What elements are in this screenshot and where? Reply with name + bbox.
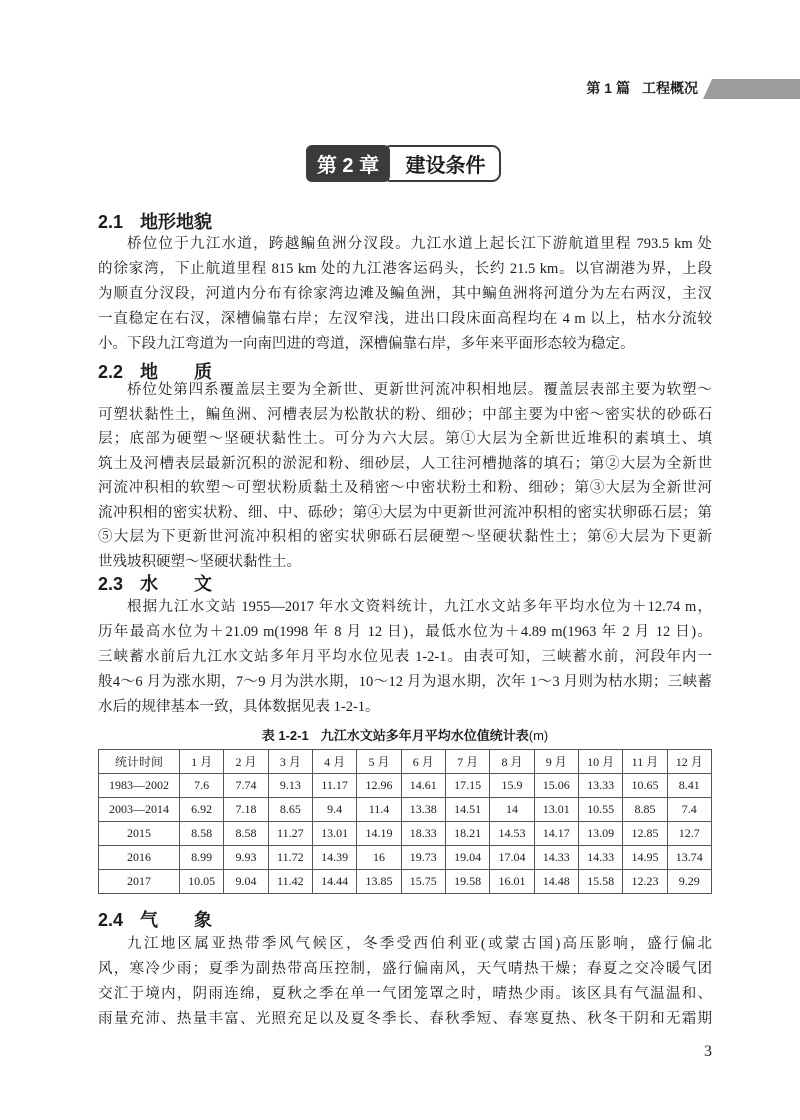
header-tab-bar [703, 79, 800, 99]
table-value-cell: 12.96 [357, 774, 401, 798]
section-body-2-2 [98, 378, 712, 574]
section-number: 2.3 [98, 574, 124, 594]
section-body-2-3 [98, 595, 712, 720]
text-line: 为顺直分汊段，河道内分布有徐家湾边滩及鳊鱼洲，其中鳊鱼洲将河道分为左右两汊，主汊 [98, 286, 712, 302]
table-header-cell: 4 月 [312, 750, 356, 774]
text-line: 层；底部为硬塑～坚硬状黏性土。可分为六大层。第①大层为全新世近堆积的素填土、填 [98, 431, 712, 447]
section-body-2-4 [98, 932, 712, 1032]
table-value-cell: 12.7 [667, 822, 711, 846]
section-number: 2.1 [98, 212, 124, 232]
table-value-cell: 17.04 [490, 846, 534, 870]
text-line: 河流冲积相的软塑～可塑状粉质黏土及稍密～中密状粉土和粉、细砂；第③大层为全新世河 [98, 480, 712, 496]
table-value-cell: 12.85 [623, 822, 667, 846]
table-value-cell: 13.38 [401, 798, 445, 822]
table-header-cell: 2 月 [224, 750, 268, 774]
chapter-heading [306, 145, 501, 182]
table-value-cell: 15.58 [578, 870, 622, 894]
table-value-cell: 14.53 [490, 822, 534, 846]
table-value-cell: 14.17 [534, 822, 578, 846]
text-line: 小。下段九江弯道为一向南凹进的弯道，深槽偏靠右岸，多年来平面形态较为稳定。 [98, 336, 635, 352]
table-value-cell: 10.05 [180, 870, 224, 894]
table-row [99, 798, 712, 822]
table-value-cell: 14.33 [534, 846, 578, 870]
table-header-cell: 8 月 [490, 750, 534, 774]
table-value-cell: 8.65 [268, 798, 312, 822]
table-value-cell: 19.58 [445, 870, 489, 894]
table-row [99, 774, 712, 798]
text-line: 水后的规律基本一致，具体数据见表 1-2-1。 [98, 699, 380, 715]
table-value-cell: 8.85 [623, 798, 667, 822]
table-header-cell: 1 月 [180, 750, 224, 774]
section-number: 2.2 [98, 362, 124, 382]
table-value-cell: 19.73 [401, 846, 445, 870]
table-unit: (m) [528, 728, 549, 743]
table-value-cell: 10.65 [623, 774, 667, 798]
table-value-cell: 11.27 [268, 822, 312, 846]
text-line: 可塑状黏性土，鳊鱼洲、河槽表层为松散状的粉、细砂；中部主要为中密～密实状的砂砾石 [98, 406, 712, 423]
table-header-cell: 10 月 [578, 750, 622, 774]
page-number: 3 [704, 1043, 712, 1060]
table-value-cell: 13.01 [312, 822, 356, 846]
section-heading-2-3 [98, 571, 212, 597]
table-value-cell: 6.92 [180, 798, 224, 822]
text-line: ⑤大层为下更新世河流冲积相的密实状卵砾石层硬塑～坚硬状黏性土；第⑥大层为下更新 [98, 529, 712, 545]
table-value-cell: 7.18 [224, 798, 268, 822]
table-number: 表 1-2-1 [261, 728, 309, 743]
table-value-cell: 7.74 [224, 774, 268, 798]
table-period-cell: 1983—2002 [99, 774, 180, 798]
table-value-cell: 14.39 [312, 846, 356, 870]
table-period-cell: 2015 [99, 822, 180, 846]
text-line: 风，寒冷少雨；夏季为副热带高压控制，盛行偏南风，天气晴热干燥；春夏之交冷暖气团 [98, 961, 712, 977]
table-value-cell: 14.51 [445, 798, 489, 822]
text-line: 桥位处第四系覆盖层主要为全新世、更新世河流冲积相地层。覆盖层表部主要为软塑～ [127, 382, 712, 398]
table-row [99, 846, 712, 870]
table-value-cell: 16 [357, 846, 401, 870]
table-header-row [99, 750, 712, 774]
table-value-cell: 19.04 [445, 846, 489, 870]
header-part-title: 工程概况 [642, 80, 698, 96]
table-value-cell: 13.09 [578, 822, 622, 846]
section-title: 水 文 [140, 574, 212, 594]
text-line: 雨量充沛、热量丰富、光照充足以及夏冬季长、春秋季短、春寒夏热、秋冬干阴和无霜期 [98, 1011, 712, 1027]
table-value-cell: 14.19 [357, 822, 401, 846]
table-value-cell: 8.99 [180, 846, 224, 870]
text-line: 桥位位于九江水道，跨越鳊鱼洲分汊段。九江水道上起长江下游航道里程 793.5 km 处 [127, 236, 712, 252]
table-value-cell: 11.72 [268, 846, 312, 870]
table-value-cell: 11.17 [312, 774, 356, 798]
table-header-cell: 7 月 [445, 750, 489, 774]
header-part: 第 1 篇 [586, 80, 630, 96]
section-title: 气 象 [140, 910, 212, 930]
table-value-cell: 8.58 [224, 822, 268, 846]
table-value-cell: 9.93 [224, 846, 268, 870]
table-value-cell: 13.33 [578, 774, 622, 798]
text-line: 交汇于境内，阴雨连绵，夏秋之季在单一气团笼罩之时，晴热少雨。该区具有气温温和、 [98, 986, 712, 1002]
table-value-cell: 14.33 [578, 846, 622, 870]
table-value-cell: 12.23 [623, 870, 667, 894]
table-value-cell: 18.21 [445, 822, 489, 846]
running-header [586, 78, 698, 98]
chapter-title: 建设条件 [382, 145, 501, 182]
table-value-cell: 15.75 [401, 870, 445, 894]
table-value-cell: 13.01 [534, 798, 578, 822]
table-row [99, 822, 712, 846]
table-period-cell: 2017 [99, 870, 180, 894]
section-body-2-1 [98, 232, 712, 357]
text-line: 世残坡积硬塑～坚硬状黏性土。 [98, 553, 301, 570]
table-value-cell: 14.95 [623, 846, 667, 870]
table-value-cell: 9.4 [312, 798, 356, 822]
section-number: 2.4 [98, 910, 124, 930]
table-header-cell: 3 月 [268, 750, 312, 774]
text-line: 筑土及河槽表层最新沉积的淤泥和粉、细砂层，人工往河槽抛落的填石；第②大层为全新世 [98, 455, 712, 472]
text-line: 的徐家湾，下止航道里程 815 km 处的九江港客运码头，长约 21.5 km。以官湖港为界，上段 [98, 261, 712, 277]
text-line: 历年最高水位为＋21.09 m(1998 年 8 月 12 日)，最低水位为＋4.89 m(1963 年 2 月 12 日)。 [98, 624, 712, 640]
table-value-cell: 11.42 [268, 870, 312, 894]
table-body [99, 750, 712, 894]
table-value-cell: 18.33 [401, 822, 445, 846]
table-value-cell: 13.85 [357, 870, 401, 894]
table-value-cell: 8.41 [667, 774, 711, 798]
section-title: 地形地貌 [140, 212, 212, 232]
table-value-cell: 15.9 [490, 774, 534, 798]
table-value-cell: 13.74 [667, 846, 711, 870]
table-header-cell: 统计时间 [99, 750, 180, 774]
table-value-cell: 9.29 [667, 870, 711, 894]
table-value-cell: 9.04 [224, 870, 268, 894]
table-caption [98, 727, 712, 745]
table-value-cell: 7.6 [180, 774, 224, 798]
text-line: 流冲积相的密实状粉、细、中、砾砂；第④大层为中更新世河流冲积相的密实状卵砾石层；第 [98, 504, 712, 521]
text-line: 三峡蓄水前后九江水文站多年月平均水位见表 1-2-1。由表可知，三峡蓄水前，河段年内一 [98, 649, 712, 665]
table-header-cell: 5 月 [357, 750, 401, 774]
table-header-cell: 9 月 [534, 750, 578, 774]
table-value-cell: 8.58 [180, 822, 224, 846]
table-value-cell: 15.06 [534, 774, 578, 798]
text-line: 般4～6 月为涨水期，7～9 月为洪水期，10～12 月为退水期，次年 1～3 月则为枯水期；三峡蓄 [98, 674, 712, 690]
text-line: 根据九江水文站 1955—2017 年水文资料统计，九江水文站多年平均水位为＋12.74 m， [127, 599, 712, 615]
table-value-cell: 9.13 [268, 774, 312, 798]
text-line: 九江地区属亚热带季风气候区，冬季受西伯利亚(或蒙古国)高压影响，盛行偏北 [127, 936, 712, 952]
table-row [99, 870, 712, 894]
water-level-table [98, 749, 712, 894]
chapter-label: 第 2 章 [306, 145, 390, 182]
table-header-cell: 12 月 [667, 750, 711, 774]
table-value-cell: 11.4 [357, 798, 401, 822]
table-title: 九江水文站多年月平均水位值统计表 [320, 728, 529, 743]
table-value-cell: 14.44 [312, 870, 356, 894]
table-header-cell: 11 月 [623, 750, 667, 774]
text-line: 一直稳定在右汊，深槽偏靠右岸；左汊窄浅，进出口段床面高程均在 4 m 以上，枯水分流较 [98, 311, 712, 327]
table-value-cell: 14.48 [534, 870, 578, 894]
table-value-cell: 16.01 [490, 870, 534, 894]
table-value-cell: 7.4 [667, 798, 711, 822]
table-value-cell: 14 [490, 798, 534, 822]
table-value-cell: 14.61 [401, 774, 445, 798]
table-value-cell: 17.15 [445, 774, 489, 798]
table-period-cell: 2003—2014 [99, 798, 180, 822]
table-header-cell: 6 月 [401, 750, 445, 774]
section-heading-2-4 [98, 907, 212, 933]
table-value-cell: 10.55 [578, 798, 622, 822]
section-title: 地 质 [140, 362, 212, 382]
table-period-cell: 2016 [99, 846, 180, 870]
